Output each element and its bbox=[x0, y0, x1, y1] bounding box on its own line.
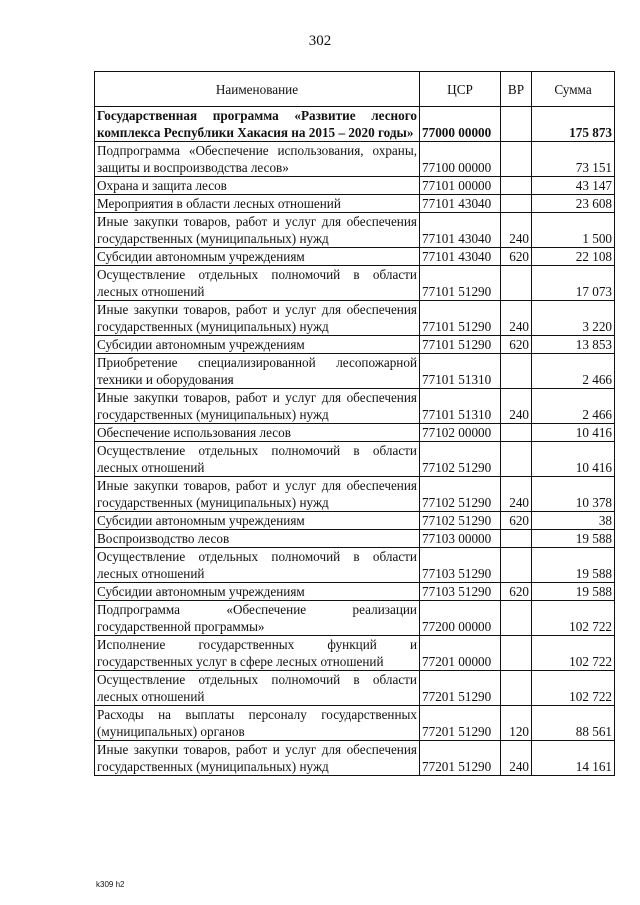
row-name-cell: Приобретение специализированной лесопожарной техники и оборудования bbox=[95, 354, 420, 389]
table-row bbox=[95, 354, 615, 389]
header-name: Наименование bbox=[95, 72, 420, 107]
row-csr-cell: 77102 00000 bbox=[420, 424, 501, 442]
row-sum-cell: 102 722 bbox=[532, 671, 615, 706]
table-row bbox=[95, 336, 615, 354]
row-vr-cell bbox=[501, 424, 532, 442]
table-row bbox=[95, 301, 615, 336]
row-vr-cell bbox=[501, 601, 532, 636]
table-row bbox=[95, 107, 615, 142]
row-name-cell: Расходы на выплаты персоналу государственных (муниципальных) органов bbox=[95, 706, 420, 741]
table-body bbox=[95, 107, 615, 776]
row-sum-cell: 38 bbox=[532, 512, 615, 530]
row-sum-cell: 43 147 bbox=[532, 177, 615, 195]
row-vr-cell: 120 bbox=[501, 706, 532, 741]
row-sum-cell: 88 561 bbox=[532, 706, 615, 741]
row-sum-cell: 2 466 bbox=[532, 354, 615, 389]
table-row bbox=[95, 442, 615, 477]
row-csr-cell: 77102 51290 bbox=[420, 442, 501, 477]
row-vr-cell: 240 bbox=[501, 477, 532, 512]
row-sum-cell: 3 220 bbox=[532, 301, 615, 336]
row-csr-cell: 77201 51290 bbox=[420, 741, 501, 776]
row-vr-cell bbox=[501, 530, 532, 548]
row-vr-cell: 240 bbox=[501, 301, 532, 336]
table-row bbox=[95, 601, 615, 636]
row-vr-cell: 620 bbox=[501, 248, 532, 266]
table-row bbox=[95, 583, 615, 601]
row-sum-cell: 10 378 bbox=[532, 477, 615, 512]
row-name-cell: Осуществление отдельных полномочий в области лесных отношений bbox=[95, 548, 420, 583]
row-csr-cell: 77101 43040 bbox=[420, 213, 501, 248]
row-vr-cell: 240 bbox=[501, 213, 532, 248]
row-sum-cell: 19 588 bbox=[532, 583, 615, 601]
table-row bbox=[95, 530, 615, 548]
row-vr-cell bbox=[501, 671, 532, 706]
table-row bbox=[95, 636, 615, 671]
row-vr-cell: 240 bbox=[501, 741, 532, 776]
row-csr-cell: 77103 51290 bbox=[420, 548, 501, 583]
row-vr-cell bbox=[501, 354, 532, 389]
row-sum-cell: 23 608 bbox=[532, 195, 615, 213]
header-vr: ВР bbox=[501, 72, 532, 107]
row-sum-cell: 19 588 bbox=[532, 530, 615, 548]
row-vr-cell: 620 bbox=[501, 583, 532, 601]
row-sum-cell: 17 073 bbox=[532, 266, 615, 301]
row-csr-cell: 77101 51310 bbox=[420, 389, 501, 424]
row-name-cell: Иные закупки товаров, работ и услуг для обеспечения государственных (муниципальных) нужд bbox=[95, 389, 420, 424]
row-name-cell: Воспроизводство лесов bbox=[95, 530, 420, 548]
row-name-cell: Осуществление отдельных полномочий в области лесных отношений bbox=[95, 671, 420, 706]
row-name-cell: Государственная программа «Развитие лесного комплекса Республики Хакасия на 2015 – 2020 годы» bbox=[95, 107, 420, 142]
row-vr-cell bbox=[501, 107, 532, 142]
row-sum-cell: 19 588 bbox=[532, 548, 615, 583]
row-sum-cell: 2 466 bbox=[532, 389, 615, 424]
row-csr-cell: 77101 00000 bbox=[420, 177, 501, 195]
row-name-cell: Иные закупки товаров, работ и услуг для обеспечения государственных (муниципальных) нужд bbox=[95, 741, 420, 776]
row-vr-cell: 620 bbox=[501, 336, 532, 354]
row-name-cell: Осуществление отдельных полномочий в области лесных отношений bbox=[95, 266, 420, 301]
row-csr-cell: 77100 00000 bbox=[420, 142, 501, 177]
row-name-cell: Субсидии автономным учреждениям bbox=[95, 248, 420, 266]
row-csr-cell: 77101 43040 bbox=[420, 195, 501, 213]
footer-code: k309 h2 bbox=[96, 880, 125, 889]
table-row bbox=[95, 177, 615, 195]
row-sum-cell: 102 722 bbox=[532, 601, 615, 636]
table-row bbox=[95, 512, 615, 530]
row-csr-cell: 77101 51310 bbox=[420, 354, 501, 389]
row-sum-cell: 73 151 bbox=[532, 142, 615, 177]
row-vr-cell bbox=[501, 266, 532, 301]
table-row bbox=[95, 389, 615, 424]
row-name-cell: Подпрограмма «Обеспечение использования, охраны, защиты и воспроизводства лесов» bbox=[95, 142, 420, 177]
row-csr-cell: 77201 00000 bbox=[420, 636, 501, 671]
row-sum-cell: 10 416 bbox=[532, 424, 615, 442]
row-name-cell: Подпрограмма «Обеспечение реализации государственной программы» bbox=[95, 601, 420, 636]
row-vr-cell bbox=[501, 636, 532, 671]
row-name-cell: Исполнение государственных функций и государственных услуг в сфере лесных отношений bbox=[95, 636, 420, 671]
row-name-cell: Мероприятия в области лесных отношений bbox=[95, 195, 420, 213]
budget-table bbox=[94, 71, 615, 776]
table-row bbox=[95, 706, 615, 741]
row-csr-cell: 77201 51290 bbox=[420, 671, 501, 706]
row-name-cell: Иные закупки товаров, работ и услуг для обеспечения государственных (муниципальных) нужд bbox=[95, 213, 420, 248]
row-name-cell: Охрана и защита лесов bbox=[95, 177, 420, 195]
row-csr-cell: 77101 51290 bbox=[420, 336, 501, 354]
row-vr-cell bbox=[501, 142, 532, 177]
row-csr-cell: 77101 51290 bbox=[420, 266, 501, 301]
row-csr-cell: 77201 51290 bbox=[420, 706, 501, 741]
row-sum-cell: 175 873 bbox=[532, 107, 615, 142]
row-csr-cell: 77103 51290 bbox=[420, 583, 501, 601]
row-vr-cell: 620 bbox=[501, 512, 532, 530]
table-row bbox=[95, 477, 615, 512]
row-sum-cell: 1 500 bbox=[532, 213, 615, 248]
row-csr-cell: 77102 51290 bbox=[420, 512, 501, 530]
row-name-cell: Субсидии автономным учреждениям bbox=[95, 583, 420, 601]
row-sum-cell: 10 416 bbox=[532, 442, 615, 477]
table-row bbox=[95, 741, 615, 776]
row-name-cell: Иные закупки товаров, работ и услуг для обеспечения государственных (муниципальных) нужд bbox=[95, 477, 420, 512]
row-vr-cell bbox=[501, 195, 532, 213]
row-csr-cell: 77000 00000 bbox=[420, 107, 501, 142]
table-row bbox=[95, 266, 615, 301]
row-sum-cell: 13 853 bbox=[532, 336, 615, 354]
row-csr-cell: 77102 51290 bbox=[420, 477, 501, 512]
row-csr-cell: 77200 00000 bbox=[420, 601, 501, 636]
row-csr-cell: 77101 43040 bbox=[420, 248, 501, 266]
table-row bbox=[95, 424, 615, 442]
row-name-cell: Иные закупки товаров, работ и услуг для обеспечения государственных (муниципальных) нужд bbox=[95, 301, 420, 336]
row-vr-cell bbox=[501, 177, 532, 195]
row-name-cell: Обеспечение использования лесов bbox=[95, 424, 420, 442]
table-row bbox=[95, 195, 615, 213]
table-row bbox=[95, 248, 615, 266]
table-row bbox=[95, 671, 615, 706]
row-csr-cell: 77101 51290 bbox=[420, 301, 501, 336]
row-sum-cell: 14 161 bbox=[532, 741, 615, 776]
row-name-cell: Субсидии автономным учреждениям bbox=[95, 512, 420, 530]
row-sum-cell: 102 722 bbox=[532, 636, 615, 671]
table-header-row bbox=[95, 72, 615, 107]
row-vr-cell bbox=[501, 442, 532, 477]
table-row bbox=[95, 213, 615, 248]
row-name-cell: Осуществление отдельных полномочий в области лесных отношений bbox=[95, 442, 420, 477]
page-number: 302 bbox=[308, 33, 332, 49]
table-row bbox=[95, 142, 615, 177]
header-sum: Сумма bbox=[532, 72, 615, 107]
row-name-cell: Субсидии автономным учреждениям bbox=[95, 336, 420, 354]
table-row bbox=[95, 548, 615, 583]
header-csr: ЦСР bbox=[420, 72, 501, 107]
row-vr-cell: 240 bbox=[501, 389, 532, 424]
row-sum-cell: 22 108 bbox=[532, 248, 615, 266]
row-csr-cell: 77103 00000 bbox=[420, 530, 501, 548]
row-vr-cell bbox=[501, 548, 532, 583]
